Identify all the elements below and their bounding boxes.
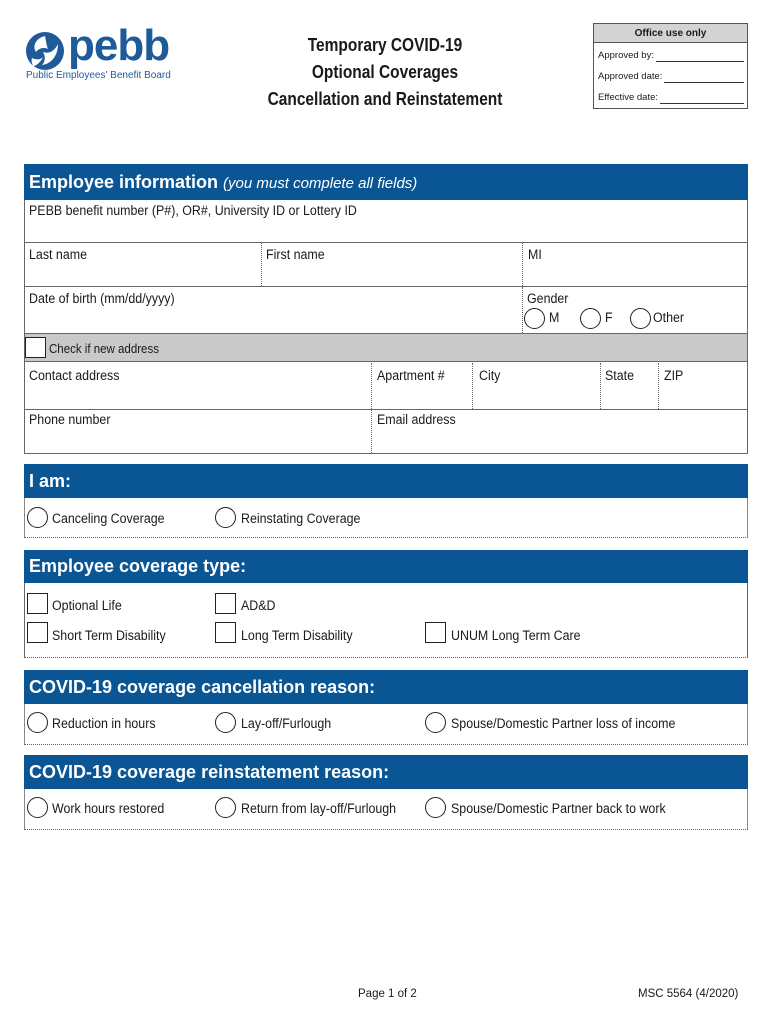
gender-label: Gender xyxy=(527,291,569,306)
document-title xyxy=(252,32,519,113)
mi-input[interactable] xyxy=(523,264,747,285)
reinstate-spouse-label: Spouse/Domestic Partner back to work xyxy=(451,801,666,816)
cancel-hours-label: Reduction in hours xyxy=(52,716,156,731)
reinstate-hours-label: Work hours restored xyxy=(52,801,165,816)
gender-f-radio[interactable] xyxy=(580,308,601,329)
effective-date-label: Effective date: xyxy=(598,92,659,103)
mi-label: MI xyxy=(528,247,542,262)
benefit-number-input[interactable] xyxy=(25,220,747,242)
apartment-input[interactable] xyxy=(372,386,471,408)
optional-life-label: Optional Life xyxy=(52,598,122,613)
approved-by-label: Approved by: xyxy=(598,50,654,61)
reinstate-spouse-radio[interactable] xyxy=(425,797,446,818)
form-number: MSC 5564 (4/2020) xyxy=(638,988,739,1000)
dob-input[interactable] xyxy=(25,309,521,332)
new-address-checkbox[interactable] xyxy=(25,337,46,358)
last-name-label: Last name xyxy=(29,247,88,262)
gender-m-radio[interactable] xyxy=(524,308,545,329)
apartment-label: Apartment # xyxy=(377,368,445,383)
contact-address-label: Contact address xyxy=(29,368,120,383)
approved-date-field[interactable] xyxy=(598,71,744,85)
reinstate-layoff-radio[interactable] xyxy=(215,797,236,818)
coverage-type-heading: Employee coverage type: xyxy=(24,550,748,583)
effective-date-field[interactable] xyxy=(598,92,744,106)
city-label: City xyxy=(479,368,501,383)
add-label: AD&D xyxy=(241,598,276,613)
logo-wordmark: pebb xyxy=(68,21,170,70)
reinstate-layoff-label: Return from lay-off/Furlough xyxy=(241,801,397,816)
gender-other-radio[interactable] xyxy=(630,308,651,329)
page-number: Page 1 of 2 xyxy=(358,988,417,1000)
logo-subtitle: Public Employees' Benefit Board xyxy=(26,70,171,81)
city-input[interactable] xyxy=(473,386,599,408)
contact-address-input[interactable] xyxy=(25,386,370,408)
reinstating-label: Reinstating Coverage xyxy=(241,511,361,526)
cancel-layoff-radio[interactable] xyxy=(215,712,236,733)
first-name-label: First name xyxy=(266,247,325,262)
title-line-2: Optional Coverages xyxy=(311,62,459,82)
benefit-number-label: PEBB benefit number (P#), OR#, University ID or Lottery ID xyxy=(29,203,357,218)
approved-by-field[interactable] xyxy=(598,50,744,64)
reinstating-radio[interactable] xyxy=(215,507,236,528)
approved-date-label: Approved date: xyxy=(598,71,663,82)
canceling-radio[interactable] xyxy=(27,507,48,528)
zip-label: ZIP xyxy=(664,368,684,383)
cancel-spouse-label: Spouse/Domestic Partner loss of income xyxy=(451,716,676,731)
gender-other-label: Other xyxy=(653,310,685,325)
email-input[interactable] xyxy=(372,430,747,452)
employee-info-heading xyxy=(24,164,748,200)
ltc-checkbox[interactable] xyxy=(425,622,446,643)
phone-label: Phone number xyxy=(29,412,111,427)
first-name-input[interactable] xyxy=(262,264,521,285)
canceling-label: Canceling Coverage xyxy=(52,511,165,526)
ltd-checkbox[interactable] xyxy=(215,622,236,643)
office-use-box xyxy=(593,23,748,109)
cancel-hours-radio[interactable] xyxy=(27,712,48,733)
employee-info-note: (you must complete all fields) xyxy=(223,175,418,192)
title-line-1: Temporary COVID-19 xyxy=(307,35,463,55)
reinstate-reason-heading: COVID-19 coverage reinstatement reason: xyxy=(24,755,748,789)
gender-m-label: M xyxy=(549,310,560,325)
state-input[interactable] xyxy=(601,386,657,408)
dob-label: Date of birth (mm/dd/yyyy) xyxy=(29,291,175,306)
std-label: Short Term Disability xyxy=(52,628,166,643)
new-address-label: Check if new address xyxy=(49,342,159,356)
state-label: State xyxy=(605,368,635,383)
ltd-label: Long Term Disability xyxy=(241,628,353,643)
email-label: Email address xyxy=(377,412,456,427)
phone-input[interactable] xyxy=(25,430,370,452)
office-use-heading: Office use only xyxy=(594,24,747,43)
i-am-heading: I am: xyxy=(24,464,748,498)
cancel-spouse-radio[interactable] xyxy=(425,712,446,733)
add-checkbox[interactable] xyxy=(215,593,236,614)
employee-info-title: Employee information xyxy=(29,172,219,192)
cancel-reason-heading: COVID-19 coverage cancellation reason: xyxy=(24,670,748,704)
zip-input[interactable] xyxy=(659,386,747,408)
optional-life-checkbox[interactable] xyxy=(27,593,48,614)
cancel-layoff-label: Lay-off/Furlough xyxy=(241,716,332,731)
pebb-logo xyxy=(24,21,184,82)
pebb-logo-mark-icon xyxy=(24,30,66,72)
last-name-input[interactable] xyxy=(25,264,260,285)
ltc-label: UNUM Long Term Care xyxy=(451,628,581,643)
std-checkbox[interactable] xyxy=(27,622,48,643)
title-line-3: Cancellation and Reinstatement xyxy=(267,89,503,109)
reinstate-hours-radio[interactable] xyxy=(27,797,48,818)
gender-f-label: F xyxy=(605,310,613,325)
